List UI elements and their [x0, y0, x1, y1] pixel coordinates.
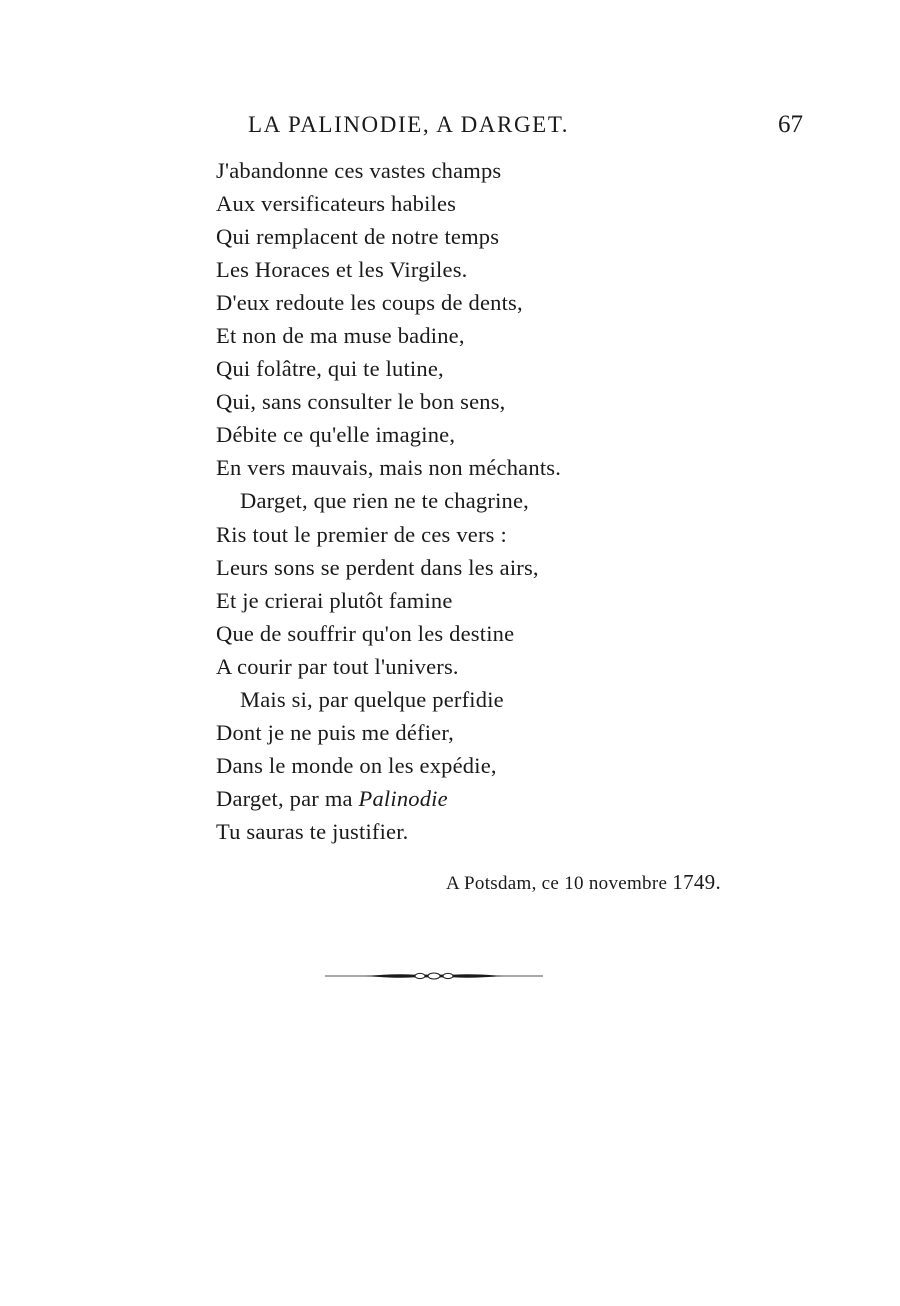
italic-title: Palinodie	[358, 785, 448, 811]
tailpiece-ornament-icon	[325, 966, 543, 986]
verse-line-with-italic	[216, 782, 816, 815]
verse-line: Qui folâtre, qui te lutine,	[216, 356, 444, 382]
verse-line: Et je crierai plutôt famine	[216, 587, 453, 613]
verse-line: Aux versificateurs habiles	[216, 191, 457, 217]
page-number: 67	[778, 111, 803, 138]
verse-line: Qui, sans consulter le bon sens,	[216, 389, 506, 415]
dateline-year: 1749.	[672, 870, 722, 894]
verse-line: Que de souffrir qu'on les destine	[216, 620, 515, 646]
dateline	[446, 868, 721, 898]
verse-line: En vers mauvais, mais non méchants.	[216, 455, 562, 481]
verse-line-stanza-start: Mais si, par quelque perfidie	[240, 686, 504, 712]
verse-line: Débite ce qu'elle imagine,	[216, 422, 456, 448]
verse-line: D'eux redoute les coups de dents,	[216, 290, 523, 316]
verse-line: Ris tout le premier de ces vers :	[216, 521, 507, 547]
verse-line: Tu sauras te justifier.	[216, 818, 409, 844]
poem-body	[216, 154, 816, 848]
verse-line: Qui remplacent de notre temps	[216, 224, 500, 250]
verse-text: Darget, par ma	[216, 785, 359, 811]
verse-line: Et non de ma muse badine,	[216, 323, 465, 349]
running-title: LA PALINODIE, A DARGET.	[248, 112, 570, 137]
verse-line: A courir par tout l'univers.	[216, 653, 459, 679]
verse-line: Dont je ne puis me défier,	[216, 719, 454, 745]
verse-line: J'abandonne ces vastes champs	[216, 158, 502, 183]
verse-line: Leurs sons se perdent dans les airs,	[216, 554, 539, 580]
verse-line: Les Horaces et les Virgiles.	[216, 257, 468, 283]
verse-line: Dans le monde on les expédie,	[216, 752, 497, 778]
dateline-text: A Potsdam, ce 10 novembre	[446, 873, 673, 894]
verse-line-stanza-start: Darget, que rien ne te chagrine,	[240, 488, 529, 514]
